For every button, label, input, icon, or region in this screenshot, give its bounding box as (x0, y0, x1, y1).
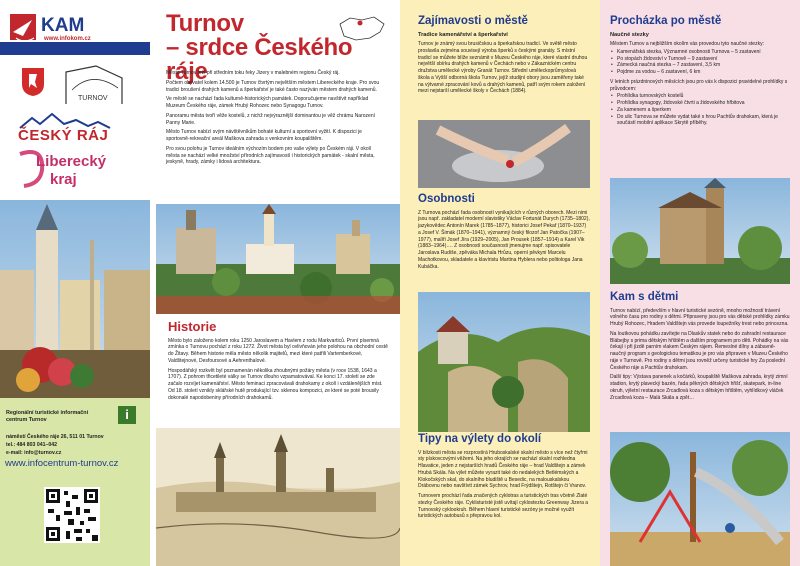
list-item: • Prohlídka synagogy, židovské čtvrti a židovského hřbitova (610, 100, 790, 107)
list-item: • Do ulic Turnova se můžete vydat také s hrou Pachtův drahokam, která je součástí mobilní aplikace Skrytě příběhy. (610, 114, 790, 128)
prochazka-subtitle: Naučné stezky (610, 31, 649, 38)
church-photo (610, 178, 790, 284)
liberecky-text: Liberecký (36, 153, 107, 170)
left-column (0, 0, 150, 566)
historie-section: Historie Město bylo založeno kolem roku 1250 Jaroslavem a Havlem z rodu Markvarticů. První písemná zmínka o Turnovu pochází z roku 1272. Život města byl ovlivňován jeho polohou na obchodní cestě do Žitavy. Během historie měla město několik majitelů, mezi které patřili Vartemberkové, Valdštejnové, Desfoursové a Aehrenthalové. Hospodářský rozkvět byl poznamenán několika zhoubnými požáry města (v roce 1538, 1643 a 1707). Z pohrom třicetileté války se Turnov dlouho vzpamatovával. Ke konci 17. století se zde začalo rozvíjet kamenářství. Město feminaci zpracovávali drahokamy z okolí i vzdálenějších míst. Od 18. století vznikly sklářské hutě produkující tzv. sklenou kompozici, ze které se poté brousily dokonalé napodobeniny přírodních drahokamů. (168, 318, 390, 404)
cesky-raj-logo (18, 112, 128, 144)
list-item: • Za kamenem a šperkem (610, 107, 790, 114)
kam-wordmark: KAM (41, 15, 85, 36)
historie-title: Historie (168, 319, 217, 334)
valdstejn-castle-photo (418, 292, 590, 432)
kam-title: Kam s dětmi (610, 291, 679, 303)
info-center-title: Regionální turistické informační centrum Turnov (6, 410, 89, 424)
kam-section: Kam s dětmi Turnov nabízí, především v hlavní turistické sezóně, mnoho možností trávení volného času pro rodiny s dětmi. Připraveny jsou pro vás dětské prohlídky zámku Hrubý Rohozec, Hradem Valdštejn vás provede loupežníky trest nebo princezna. Na loutkovou pohádku zavítejte na Dlaskův statek nebo do zahradní restaurace Blábejby s prima dětským hřištěm a dalším programem pro děti. Pohádky na vás čekají i při jízdě parním vlakem Českým rájem. Řemeslné dílny a zábavně-naučný program s geologickou tematikou je pro vás připraven v Muzeu Českého ráje v Turnově. Pro rodiny s dětmi jsou rovněž určeny turistické hry Za poslední Českého ráje a Pachtův drahokam. Další tipy: Výstava panenek a kočárků, koupaliště Maškova zahrada, krytý zimní stadion, krytý plavecký bazén, řada pěkných dětských hřišť, skatepark, in-line okruh, výletní restaurace Zrcadlová koza s dětským hřištěm, vyhlídkový vláček Zrcadlová koza – Malá Skála a zpět… (610, 291, 790, 401)
list-item: • Zámecká naučná stezka – 7 zastavení, 3,5 km (610, 62, 790, 69)
prochazka-title: Procházka po městě (610, 15, 722, 27)
list-item: • Pojdme za vodou – 6 zastavení, 6 km (610, 69, 790, 76)
playground-photo (610, 432, 790, 566)
osobnosti-title: Osobnosti (418, 193, 475, 205)
turnov-coat-of-arms (22, 68, 44, 96)
hero-title-line1: Turnov (166, 10, 244, 37)
list-item: • Prohlídka turnovských kostelů (610, 93, 790, 100)
list-item: • Po stopách židovství v Turnově – 9 zastavení (610, 56, 790, 63)
list-item: • Kamenářská stezka, Významné osobnosti Turnova – 5 zastavení (610, 49, 790, 56)
center-column (150, 0, 400, 566)
info-web[interactable]: www.infocentrum-turnov.cz (5, 458, 119, 469)
turnov-logo-text: TURNOV (78, 95, 108, 102)
cesky-raj-text: ČESKÝ RÁJ (18, 127, 109, 144)
turnov-logo (62, 64, 128, 108)
kraj-text: kraj (50, 171, 77, 188)
jeweler-photo (418, 120, 590, 188)
trails-list (610, 49, 790, 76)
zajimavosti-subtitle: Tradice kamenářství a šperkařství (418, 31, 508, 38)
tours-list (610, 93, 790, 127)
tipy-title: Tipy na výlety do okolí (418, 433, 542, 445)
osobnosti-section: Osobnosti Z Turnova pochází řada osobností vynikajících v různých oborech. Mezi nimi jsou např. zakladatel moderní slavistiky Václav Fortunát Durych (1735–1802), jazykovědec Antonín Marek (1785–1877), historici Josef Pekař (1870–1937) a Josef V. Šimák (1870–1941), významný český filozof Jan Patočka (1907–1977), malíři Josef Jíra (1929–2005), Jan Prousek (1857–1914) a Karel Vik (1883–1964)…. Z osobností současnosti jmenujme např. spisovatele Jaroslava Rudiše, zpěváka Michala Hrůzu, operní pěvkyni Marcelu Machotkovou, skladatele a klavíristu Martina Hyblera nebo politologa Jana Kubáčka. (418, 193, 590, 270)
qr-code[interactable] (44, 487, 100, 543)
yellow-column (400, 0, 600, 566)
info-badge: i (118, 406, 136, 424)
town-square-photo (0, 200, 150, 398)
hero-title-line2: – srdce Českého ráje (166, 34, 353, 85)
blue-band (0, 42, 150, 55)
pink-column (600, 0, 800, 566)
infokom-url: www.infokom.cz (44, 36, 91, 42)
intro-text: Město Turnov leží při středním toku řeky Jizery v malebném regionu Český ráj. Počtem obyvatel kolem 14.500 je Turnov čtvrtým největším městem Libereckého kraje. Pro svou tradici broušení drahých kamenů a šperkařství je také často nazýván městem drahých kamenů. Ve městě se nachází řada kulturně-historických památek. Doporučujeme navštívit například Muzeum Českého ráje, zámek Hrubý Rohozec nebo Synagogu Turnov. Panoramu města tvoří věže kostelů, z nichž nejvýraznější dominantou je věž chrámu Narození Panny Marie. Město Turnov nabízí svým návštěvníkům bohaté kulturní a sportovní vyžití. K dispozici je sportovně-rekreační areál Maškova zahrada s venkovním koupalištěm. Pro svou polohu je Turnov ideálním výchozím bodem pro vaše výlety po Českém ráji. V okolí města se nachází velké množství přírodních zajímavostí i historických památek - skalní města, jeskyně, hrady, zámky i lidová architektura. (166, 70, 380, 166)
liberecky-kraj-logo (16, 150, 126, 192)
zajimavosti-section: Zajímavosti o městě Tradice kamenářství a šperkařství Turnov je známý svou brusičskou a šperkařskou tradicí. Ve světě město proslavila zejména souvisejí výroba šperků s českými granáty. S místní tradicí se můžete blíže seznámit v Muzeu Českého ráje, které vlastní druhou největší sbírku drahých kamenů v Čechách nebo v Zákaznickém centru družstva umělecké výroby Granát Turnov. Střední uměleckoprůmyslová škola a Vyšší odborná škola Turnov, jejíž studijní obory jsou zaměřeny také na výtvarné zpracování kovů a drahých kamenů, patří svým rokem založení mezi nejstarší umělecké školy v Čechách (1884). (418, 15, 588, 95)
info-contact: náměstí Českého ráje 26, 511 01 Turnov tel.: 484 803 041–042 e-mail: info@turnov.cz (6, 434, 104, 456)
historic-engraving (156, 428, 400, 566)
zajimavosti-title: Zajímavosti o městě (418, 15, 528, 27)
tipy-section: Tipy na výlety do okolí V blízkosti města se rozprostírá Hruboskalské skalní město s více než čtyřmi sty pískovcovými věžemi. Na jeho okrajích se nachází skalní rozhledna Hlavatice, jeden z nejstarších hradů Českého ráje – hrad Valdštejn a zámek Hrubá Skála. Na výlet můžete vyrazit také do nedalekých Betlémských a Klokočských skal, do skalního bludiště u Besedic, na malouskalskou Drábovnu nebo navštívit zámek Sychrov, hrad Frýdštejn, Rotštejn či Vranov. Turnovem prochází řada značených cyklotras a turistických tras včetně Zlaté stezky Českého ráje. Cyklisturisté jistě uvítají cyklostezku Greenway Jizera a Turnovský cyklookruh. Během hlavní turistické sezóny je možné využít turistických autobusů s přepravou kol. (418, 433, 589, 520)
prochazka-section: Procházka po městě Naučné stezky Městem Turnov a nejbližším okolím vás provedou tyto naučné stezky: • Kamenářská stezka, Významné osobnosti Turnova – 5 zastavení • Po stopách židovství v Turnově – 9 zastavení • Zámecká naučná stezka – 7 zastavení, 3,5 km • Pojdme za vodou – 6 zastavení, 6 km V letních prázdninových měsících jsou pro vás k dispozici pravidelné prohlídky s průvodcem: • Prohlídka turnovských kostelů • Prohlídka synagogy, židovské čtvrti a židovského hřbitova • Za kamenem a šperkem • Do ulic Turnova se můžete vydat také s hrou Pachtův drahokam, která je součástí mobilní aplikace Skrytě příběhy. (610, 14, 790, 130)
turnov-panorama-photo (156, 204, 400, 314)
czech-map-icon (336, 14, 388, 44)
